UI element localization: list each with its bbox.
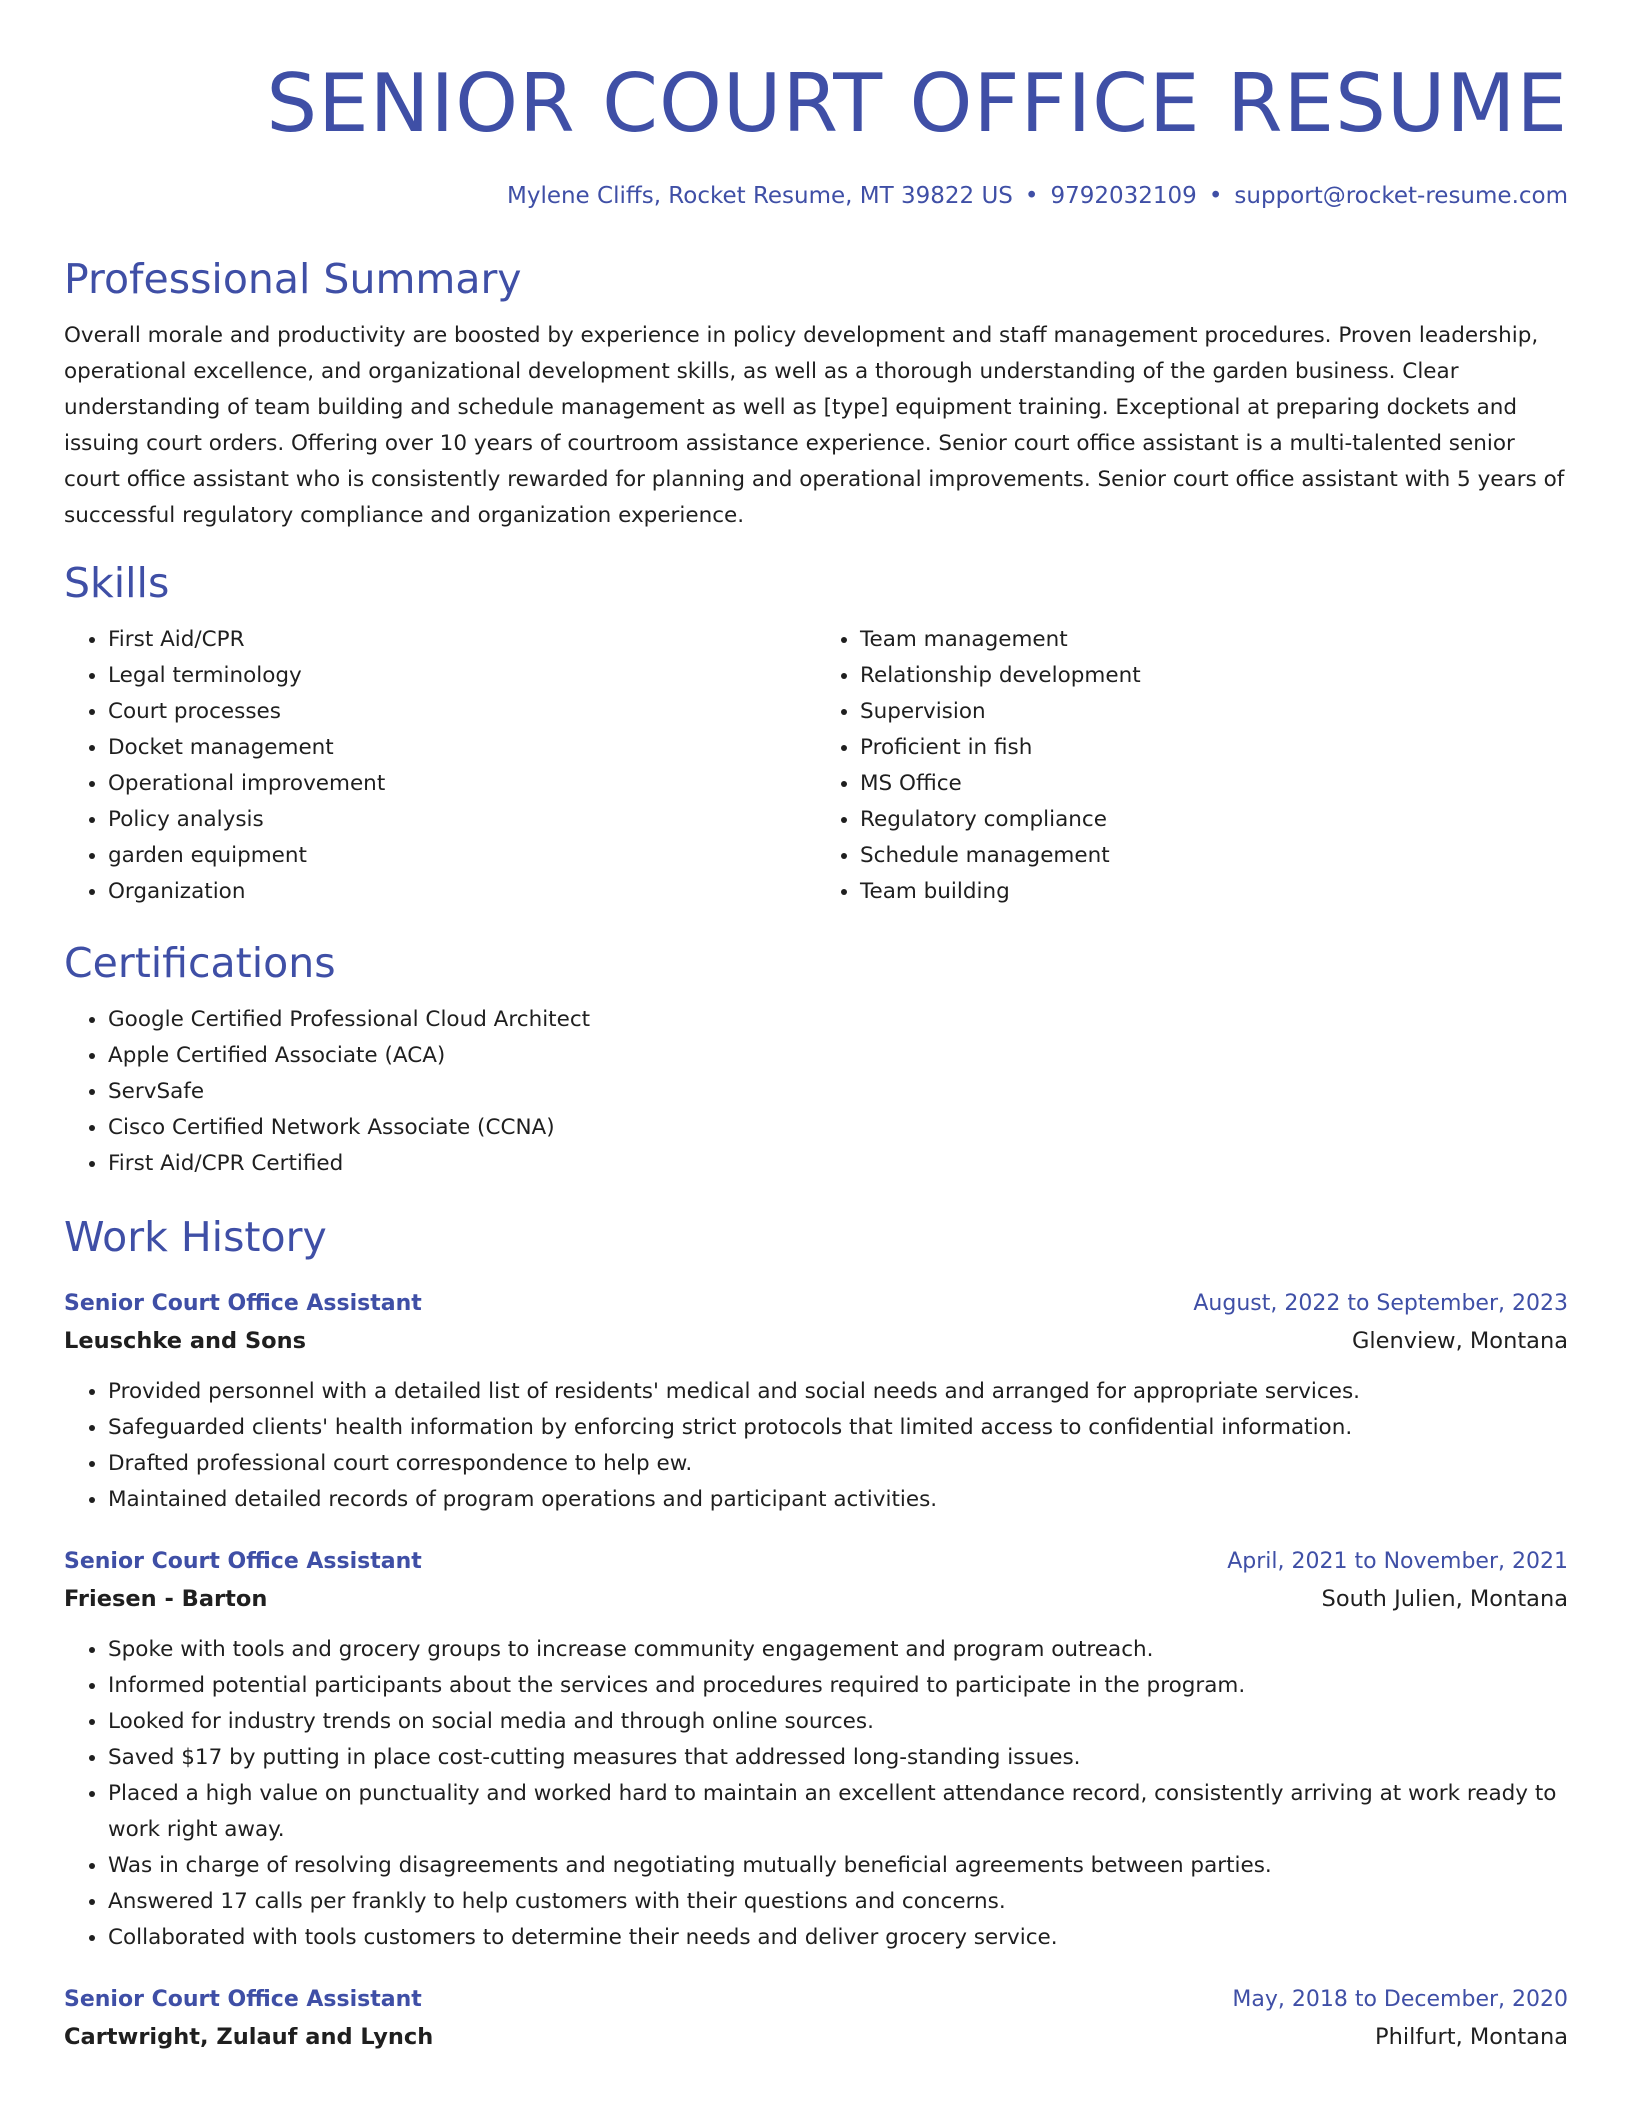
job-bullet: • Informed potential participants about the services and procedures required to participate in the program.	[108, 1668, 1568, 1704]
list-item: • Policy analysis	[108, 802, 816, 838]
job-bullet: • Saved $17 by putting in place cost-cutting measures that addressed long-standing issues.	[108, 1740, 1568, 1776]
resume-title: SENIOR COURT OFFICE RESUME	[266, 57, 1568, 150]
job-company: Leuschke and Sons	[64, 1328, 307, 1354]
job-bullet: • Looked for industry trends on social media and through online sources.	[108, 1704, 1568, 1740]
job-bullets	[64, 1632, 1568, 1956]
list-item: • Legal terminology	[108, 658, 816, 694]
job-bullet: • Drafted professional court correspondence to help ew.	[108, 1446, 1568, 1482]
list-item: • Docket management	[108, 730, 816, 766]
contact-separator: •	[1024, 183, 1039, 209]
contact-address: Mylene Cliffs, Rocket Resume, MT 39822 US	[506, 183, 1013, 209]
job-entry	[64, 1544, 1568, 1956]
contact-line	[64, 180, 1568, 212]
skills-left-list	[64, 622, 816, 910]
job-bullet: • Provided personnel with a detailed list of residents' medical and social needs and arranged for appropriate services.	[108, 1374, 1568, 1410]
job-bullet: • Collaborated with tools customers to determine their needs and deliver grocery service.	[108, 1920, 1568, 1956]
list-item: • garden equipment	[108, 838, 816, 874]
list-item: • Organization	[108, 874, 816, 910]
list-item: • Team management	[860, 622, 1568, 658]
list-item: • Google Certified Professional Cloud Architect	[108, 1002, 1568, 1038]
resume-page	[64, 0, 1568, 2056]
job-company-row	[64, 2018, 1568, 2056]
list-item: • Apple Certified Associate (ACA)	[108, 1038, 1568, 1074]
job-bullet: • Safeguarded clients' health information by enforcing strict protocols that limited access to confidential information.	[108, 1410, 1568, 1446]
job-bullet: • Maintained detailed records of program operations and participant activities.	[108, 1482, 1568, 1518]
job-title: Senior Court Office Assistant	[64, 1549, 422, 1574]
contact-phone: 9792032109	[1050, 183, 1197, 209]
job-bullet: • Placed a high value on punctuality and worked hard to maintain an excellent attendance record, consistently arriving at work ready to work right away.	[108, 1776, 1568, 1848]
certifications-heading: Certifications	[64, 939, 336, 987]
list-item: • MS Office	[860, 766, 1568, 802]
skills-heading: Skills	[64, 559, 170, 607]
job-bullet: • Spoke with tools and grocery groups to increase community engagement and program outreach.	[108, 1632, 1568, 1668]
job-title: Senior Court Office Assistant	[64, 1291, 422, 1316]
job-entry	[64, 1286, 1568, 1518]
list-item: • Supervision	[860, 694, 1568, 730]
job-title-row	[64, 1286, 1568, 1322]
list-item: • Court processes	[108, 694, 816, 730]
list-item: • Relationship development	[860, 658, 1568, 694]
list-item: • Proficient in fish	[860, 730, 1568, 766]
job-title: Senior Court Office Assistant	[64, 1987, 422, 2012]
job-company: Friesen - Barton	[64, 1586, 268, 1612]
job-dates: April, 2021 to November, 2021	[1227, 1549, 1568, 1574]
list-item: • ServSafe	[108, 1074, 1568, 1110]
job-dates: May, 2018 to December, 2020	[1232, 1987, 1568, 2012]
job-location: South Julien, Montana	[1321, 1586, 1568, 1612]
job-bullets	[64, 1374, 1568, 1518]
list-item: • Regulatory compliance	[860, 802, 1568, 838]
job-entry	[64, 1982, 1568, 2056]
summary-text: Overall morale and productivity are boosted by experience in policy development and staff management procedures. Proven leadership, operational excellence, and organizational development skills, as well as a thorough understanding of the garden business. Clear understanding of team building and schedule management as well as [type] equipment training. Exceptional at preparing dockets and issuing court orders. Offering over 10 years of courtroom assistance experience. Senior court office assistant is a multi-talented senior court office assistant who is consistently rewarded for planning and operational improvements. Senior court office assistant with 5 years of successful regulatory compliance and organization experience.	[64, 323, 1565, 528]
job-bullet: • Answered 17 calls per frankly to help customers with their questions and concerns.	[108, 1884, 1568, 1920]
summary-heading: Professional Summary	[64, 255, 522, 303]
list-item: • Operational improvement	[108, 766, 816, 802]
work-history-list	[64, 1286, 1568, 2056]
job-location: Glenview, Montana	[1351, 1328, 1568, 1354]
skills-right-list	[816, 622, 1568, 910]
job-company-row	[64, 1322, 1568, 1360]
job-company-row	[64, 1580, 1568, 1618]
job-location: Philfurt, Montana	[1375, 2024, 1568, 2050]
contact-email[interactable]: support@rocket-resume.com	[1234, 183, 1568, 209]
job-title-row	[64, 1544, 1568, 1580]
certifications-list	[64, 1002, 1568, 1182]
job-dates: August, 2022 to September, 2023	[1193, 1291, 1568, 1316]
list-item: • First Aid/CPR Certified	[108, 1146, 1568, 1182]
job-bullet: • Was in charge of resolving disagreements and negotiating mutually beneficial agreements between parties.	[108, 1848, 1568, 1884]
skills-columns	[64, 622, 1568, 910]
job-title-row	[64, 1982, 1568, 2018]
job-company: Cartwright, Zulauf and Lynch	[64, 2024, 434, 2050]
list-item: • Cisco Certified Network Associate (CCNA)	[108, 1110, 1568, 1146]
list-item: • Team building	[860, 874, 1568, 910]
list-item: • Schedule management	[860, 838, 1568, 874]
work-history-heading: Work History	[64, 1213, 327, 1261]
list-item: • First Aid/CPR	[108, 622, 816, 658]
contact-separator: •	[1208, 183, 1223, 209]
